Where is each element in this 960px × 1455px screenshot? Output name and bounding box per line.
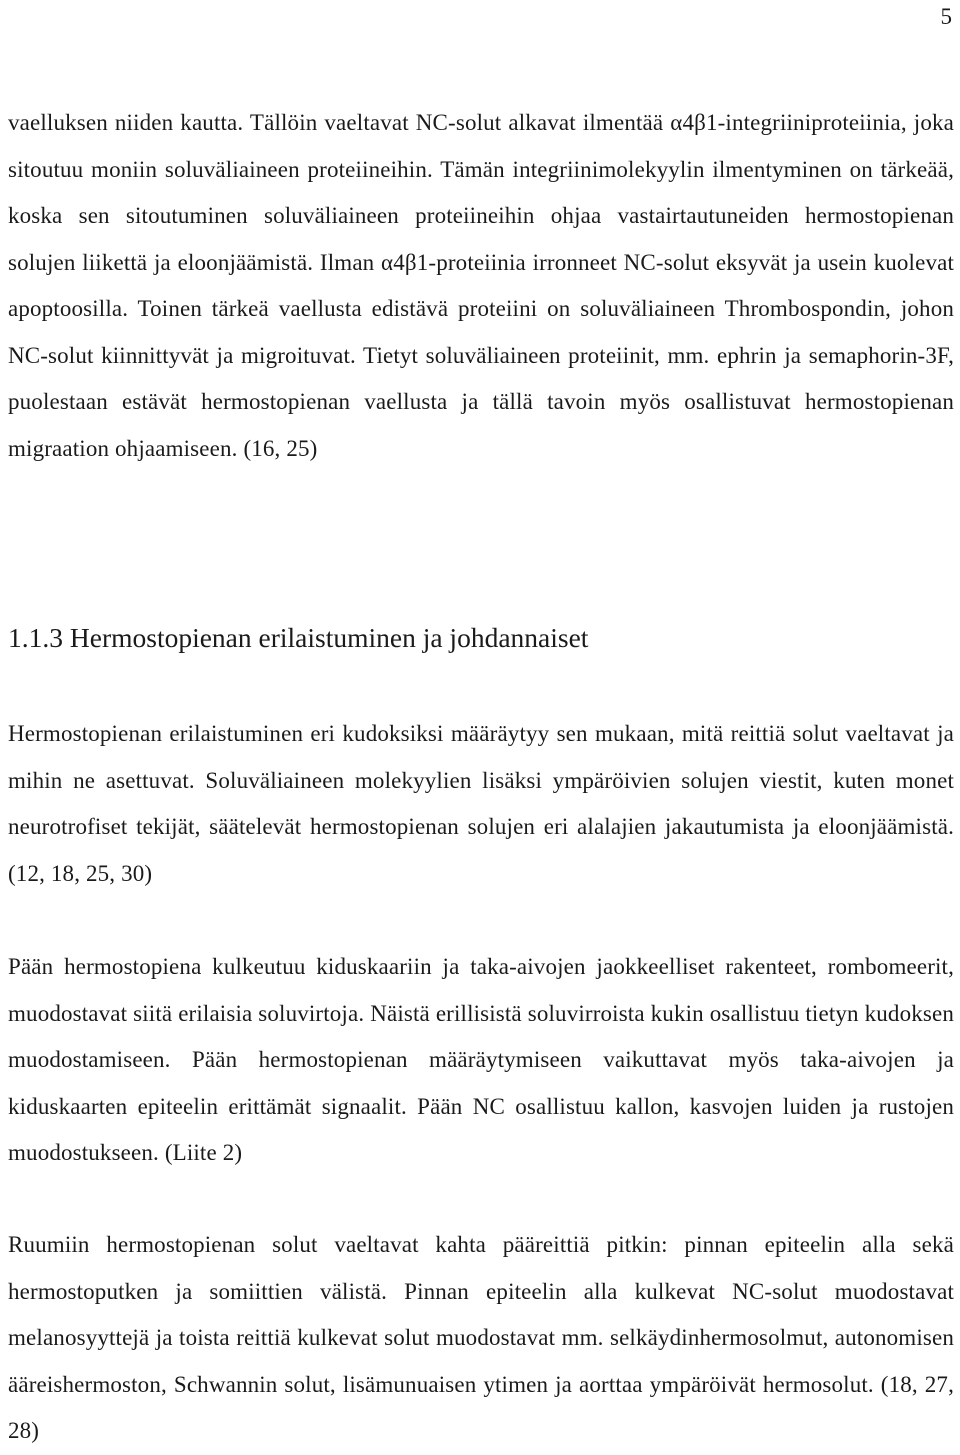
section-heading: 1.1.3 Hermostopienan erilaistuminen ja johdannaiset (8, 622, 589, 653)
paragraph-cranial-neural-crest: Pään hermostopiena kulkeutuu kiduskaariin ja taka-aivojen jaokkeelliset rakenteet, rombomeerit, muodostavat siitä erilaisia soluvirtoja. Näistä erillisistä soluvirroista kukin osallistuu tietyn kudoksen muodostamiseen. Pään hermostopienan määräytymiseen vaikuttavat myös taka-aivojen ja kiduskaarten epiteelin erittämät signaalit. Pään NC osallistuu kallon, kasvojen luiden ja rustojen muodostukseen. (Liite 2) (8, 954, 954, 1165)
paragraph-differentiation: Hermostopienan erilaistuminen eri kudoksiksi määräytyy sen mukaan, mitä reittiä solut vaeltavat ja mihin ne asettuvat. Soluväliaineen molekyylien lisäksi ympäröivien solujen viestit, kuten monet neurotrofiset tekijät, säätelevät hermostopienan solujen eri alalajien jakautumista ja eloonjäämistä. (12, 18, 25, 30) (8, 721, 954, 886)
page-number: 5 (940, 4, 952, 29)
paragraph-trunk-neural-crest: Ruumiin hermostopienan solut vaeltavat kahta pääreittiä pitkin: pinnan epiteelin alla sekä hermostoputken ja somiittien välistä. Pinnan epiteelin alla kulkevat NC-solut muodostavat melanosyyttejä ja toista reittiä kulkevat solut muodostavat mm. selkäydinhermosolmut, autonomisen ääreishermoston, Schwannin solut, lisämunuaisen ytimen ja aorttaa ympäröivät hermosolut. (18, 27, 28) (8, 1232, 954, 1443)
paragraph-neural-crest-migration: vaelluksen niiden kautta. Tällöin vaeltavat NC-solut alkavat ilmentää α4β1-integriiniproteiinia, joka sitoutuu moniin soluväliaineen proteiineihin. Tämän integriinimolekyylin ilmentyminen on tärkeää, koska sen sitoutuminen soluväliaineen proteiineihin ohjaa vastairtautuneiden hermostopienan solujen liikettä ja eloonjäämistä. Ilman α4β1-proteiinia irronneet NC-solut eksyvät ja usein kuolevat apoptoosilla. Toinen tärkeä vaellusta edistävä proteiini on soluväliaineen Thrombospondin, johon NC-solut kiinnittyvät ja migroituvat. Tietyt soluväliaineen proteiinit, mm. ephrin ja semaphorin-3F, puolestaan estävät hermostopienan vaellusta ja tällä tavoin myös osallistuvat hermostopienan migraation ohjaamiseen. (16, 25) (8, 110, 954, 461)
